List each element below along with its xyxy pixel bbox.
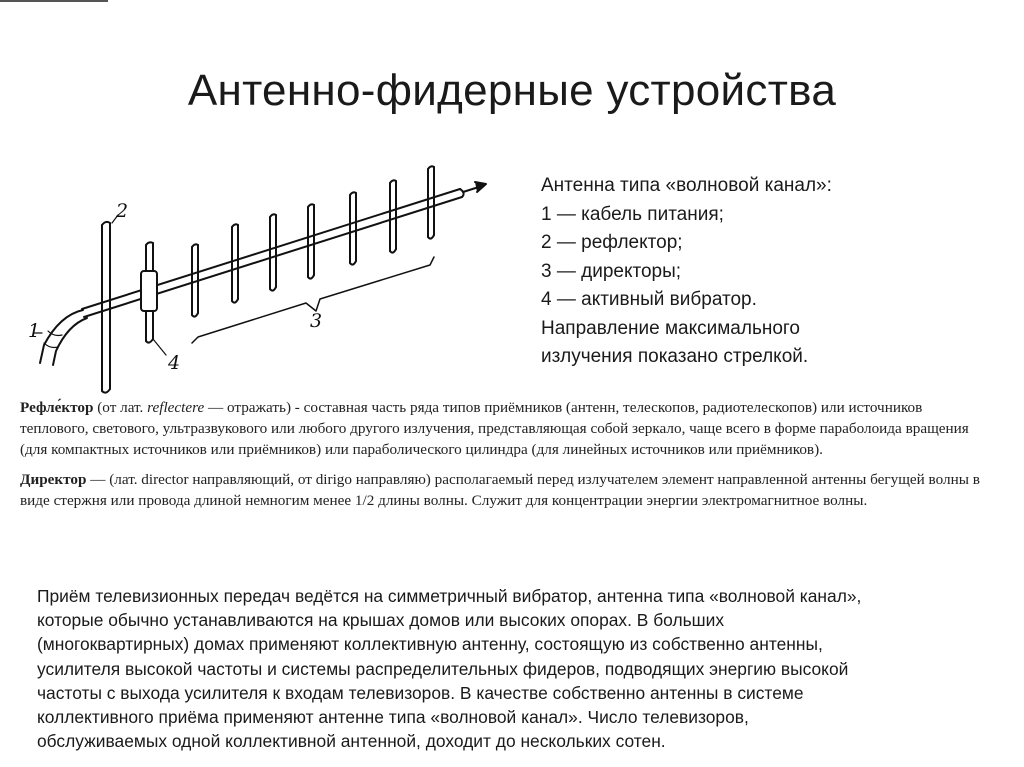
boom xyxy=(82,189,464,317)
caption-line: Направление максимального xyxy=(541,317,800,339)
director-definition xyxy=(20,470,980,512)
director-4 xyxy=(308,204,314,278)
label-1: 1 xyxy=(28,320,41,342)
director-term: Директор xyxy=(20,471,87,489)
label-3: 3 xyxy=(310,310,323,332)
top-rule xyxy=(0,0,108,2)
definitions xyxy=(20,398,980,522)
caption-line: 3 — директоры; xyxy=(541,260,682,282)
caption-line: 2 — рефлектор; xyxy=(541,232,683,253)
reflector-lead: (от лат. xyxy=(93,399,148,416)
feed-cable xyxy=(40,310,87,365)
director-1 xyxy=(192,244,198,316)
active-vibrator xyxy=(141,242,157,342)
caption-line: 1 — кабель питания; xyxy=(541,203,724,225)
slide-title: Антенно-фидерные устройства xyxy=(187,66,837,115)
director-3 xyxy=(270,214,276,290)
antenna-figure xyxy=(20,165,520,400)
director-7 xyxy=(428,166,434,238)
caption-line: излучения показано стрелкой. xyxy=(541,346,809,367)
antenna-drawing xyxy=(34,166,486,392)
body-line: которые обычно устанавливаются на крышах домов или высоких опорах. В больших xyxy=(37,610,725,631)
figure-caption xyxy=(541,172,1011,372)
director-2 xyxy=(232,224,238,302)
reflector-element xyxy=(102,222,110,393)
director-6 xyxy=(390,180,396,252)
body-paragraph xyxy=(37,584,997,753)
body-line: обслуживаемых одной коллективной антенной, доходит до нескольких сотен. xyxy=(37,731,666,752)
director-text: — (лат. director направляющий, от dirigo направляю) располагаемый перед излучателем элемент направленной антенны бегущей волны в виде стержня или провода длиной немногим менее 1/2 длины волны. Служит для концентрации энергии электромагнитное волны. xyxy=(20,471,980,510)
direction-arrow xyxy=(463,182,486,192)
reflector-term: Рефле́ктор xyxy=(20,399,94,416)
body-line: частоты с выхода усилителя к входам телевизоров. В качестве собственно антенны в системе xyxy=(37,682,804,703)
body-line: коллективного приёма применяют антенне типа «волновой канал». Число телевизоров, xyxy=(37,707,749,728)
director-5 xyxy=(350,192,356,264)
body-line: усилителя высокой частоты и системы распределительных фидеров, подводящих энергию высокой xyxy=(37,658,849,679)
label-4: 4 xyxy=(168,352,181,374)
body-line: (многоквартирных) домах применяют коллективную антенну, состоящую из собственно антенны, xyxy=(37,634,823,655)
caption-line: 4 — активный вибратор. xyxy=(541,289,757,310)
label-2: 2 xyxy=(116,200,129,222)
director-elements xyxy=(192,166,434,316)
caption-line: Антенна типа «волновой канал»: xyxy=(541,175,832,196)
body-line: Приём телевизионных передач ведётся на симметричный вибратор, антенна типа «волновой канал», xyxy=(37,586,862,606)
reflector-definition xyxy=(20,398,980,460)
reflector-latin: reflectere xyxy=(147,399,205,416)
reflector-text: — отражать) - составная часть ряда типов приёмников (антенн, телескопов, радиотелескопов) или источников теплового, светового, ультразвукового или любого другого излучения, представляющая собой зеркало, чаще всего в форме параболоида вращения (для компактных источников или приёмников) или параболического цилиндра (для линейных источников или приёмников). xyxy=(20,399,969,458)
